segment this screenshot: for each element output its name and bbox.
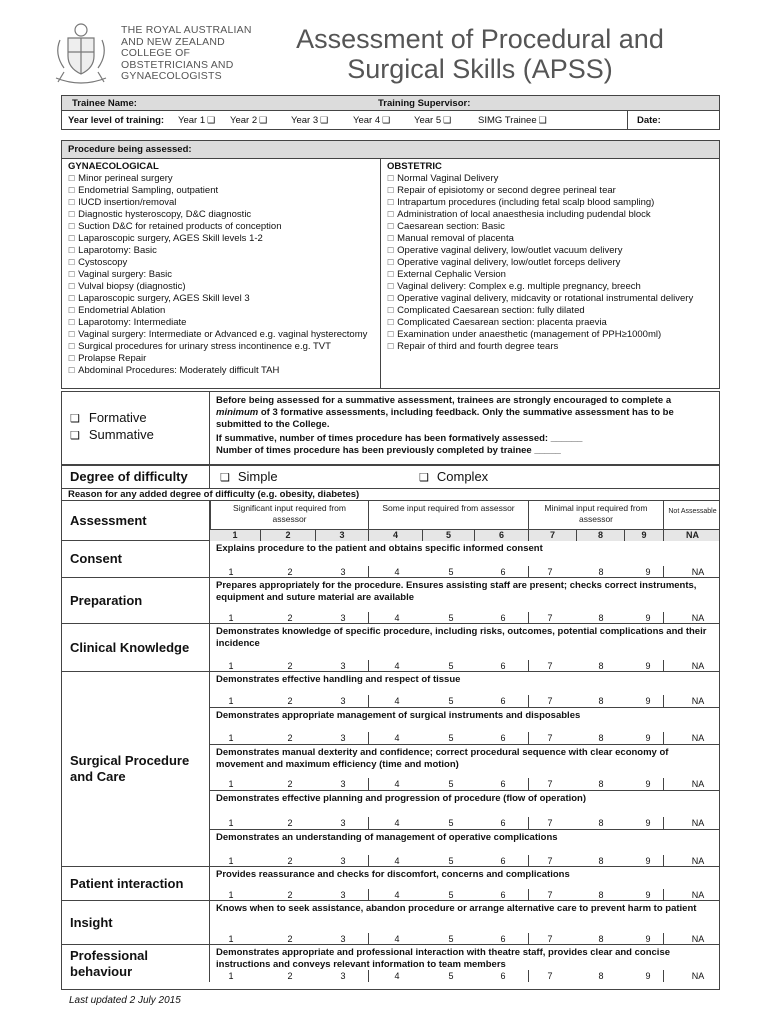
score-option-7[interactable]: 7 bbox=[547, 934, 553, 944]
score-option-1[interactable]: 1 bbox=[228, 890, 234, 900]
section-label: Consent bbox=[70, 551, 122, 566]
assessment-grid bbox=[61, 501, 720, 990]
checkbox-icon: ☐ bbox=[68, 210, 76, 219]
checkbox-icon: ☐ bbox=[68, 366, 76, 375]
score-option-4[interactable]: 4 bbox=[394, 934, 400, 944]
previously-completed-count[interactable]: Number of times procedure has been previously completed by trainee _____ bbox=[216, 445, 561, 456]
checkbox-icon: ☐ bbox=[68, 318, 76, 327]
score-option-6[interactable]: 6 bbox=[500, 733, 506, 743]
score-option-4[interactable]: 4 bbox=[394, 856, 400, 866]
criterion-text: Demonstrates knowledge of specific procedure, including risks, outcomes, potential complications and their incidence bbox=[216, 626, 707, 649]
header bbox=[0, 0, 770, 92]
checkbox-icon: ❑ bbox=[70, 413, 80, 425]
scale-header-9: 9 bbox=[624, 530, 663, 541]
score-row bbox=[210, 612, 719, 624]
checkbox-icon: ☐ bbox=[387, 294, 395, 303]
score-option-3[interactable]: 3 bbox=[340, 971, 346, 981]
score-option-2[interactable]: 2 bbox=[287, 613, 293, 623]
section-consent bbox=[62, 541, 719, 578]
score-option-4[interactable]: 4 bbox=[394, 818, 400, 828]
criterion-row bbox=[210, 901, 719, 945]
section-clinical-knowledge bbox=[62, 624, 719, 672]
summative-option[interactable]: ❑ Summative bbox=[70, 427, 154, 442]
score-option-1[interactable]: 1 bbox=[228, 971, 234, 981]
score-option-5[interactable]: 5 bbox=[448, 890, 454, 900]
score-option-na[interactable]: NA bbox=[691, 613, 705, 623]
score-option-7[interactable]: 7 bbox=[547, 779, 553, 789]
score-option-4[interactable]: 4 bbox=[394, 696, 400, 706]
score-option-7[interactable]: 7 bbox=[547, 971, 553, 981]
checkbox-icon: ☐ bbox=[387, 174, 395, 183]
score-option-3[interactable]: 3 bbox=[340, 856, 346, 866]
score-row bbox=[210, 732, 719, 744]
scale-header-6: 6 bbox=[474, 530, 528, 541]
score-option-9[interactable]: 9 bbox=[645, 733, 651, 743]
scale-header-8: 8 bbox=[576, 530, 624, 541]
score-option-2[interactable]: 2 bbox=[287, 567, 293, 577]
criterion-row bbox=[210, 708, 719, 745]
section-label: Patient interaction bbox=[70, 875, 184, 891]
score-option-5[interactable]: 5 bbox=[448, 567, 454, 577]
difficulty-reason[interactable]: Reason for any added degree of difficulty (e.g. obesity, diabetes) bbox=[61, 489, 720, 501]
score-option-7[interactable]: 7 bbox=[547, 613, 553, 623]
obstetric-list bbox=[381, 159, 719, 388]
checkbox-icon: ☐ bbox=[68, 354, 76, 363]
gyn-item[interactable]: ☐ Suction D&C for retained products of conception bbox=[68, 221, 282, 232]
gyn-item[interactable]: ☐ Surgical procedures for urinary stress incontinence e.g. TVT bbox=[68, 341, 331, 352]
section-label: Professional behaviour bbox=[70, 947, 149, 979]
score-option-3[interactable]: 3 bbox=[340, 934, 346, 944]
obs-item[interactable]: ☐ Operative vaginal delivery, low/outlet forceps delivery bbox=[387, 257, 621, 268]
checkbox-icon: ❑ bbox=[538, 115, 547, 125]
obs-item[interactable]: ☐ Operative vaginal delivery, midcavity or rotational instrumental delivery bbox=[387, 293, 694, 304]
gynaecological-list bbox=[62, 159, 381, 388]
score-option-5[interactable]: 5 bbox=[448, 733, 454, 743]
year-2-option[interactable]: Year 2 ❑ bbox=[230, 115, 268, 126]
section-label: Preparation bbox=[70, 592, 143, 608]
gyn-item[interactable]: ☐ Vaginal surgery: Intermediate or Advanced e.g. vaginal hysterectomy bbox=[68, 329, 368, 340]
score-option-8[interactable]: 8 bbox=[598, 696, 604, 706]
score-option-3[interactable]: 3 bbox=[340, 696, 346, 706]
simple-option[interactable]: ❑ Simple bbox=[220, 469, 278, 484]
scale-header-3: 3 bbox=[315, 530, 368, 541]
checkbox-icon: ☐ bbox=[68, 330, 76, 339]
score-option-4[interactable]: 4 bbox=[394, 661, 400, 671]
checkbox-icon: ☐ bbox=[387, 186, 395, 195]
score-row bbox=[210, 778, 719, 790]
score-row bbox=[210, 566, 719, 578]
criterion-row bbox=[210, 745, 719, 791]
obs-item[interactable]: ☐ Caesarean section: Basic bbox=[387, 221, 505, 232]
score-option-2[interactable]: 2 bbox=[287, 934, 293, 944]
obs-item[interactable]: ☐ Complicated Caesarean section: fully dilated bbox=[387, 305, 585, 316]
assessment-title: Assessment bbox=[70, 512, 147, 528]
score-option-4[interactable]: 4 bbox=[394, 613, 400, 623]
score-option-4[interactable]: 4 bbox=[394, 971, 400, 981]
score-option-9[interactable]: 9 bbox=[645, 613, 651, 623]
score-option-1[interactable]: 1 bbox=[228, 779, 234, 789]
score-option-9[interactable]: 9 bbox=[645, 779, 651, 789]
procedure-section bbox=[61, 140, 720, 389]
gyn-item[interactable]: ☐ Minor perineal surgery bbox=[68, 173, 173, 184]
score-option-1[interactable]: 1 bbox=[228, 934, 234, 944]
checkbox-icon: ☐ bbox=[387, 198, 395, 207]
college-name: THE ROYAL AUSTRALIAN AND NEW ZEALAND COLLEGE OF OBSTETRICIANS AND GYNAECOLOGISTS bbox=[121, 24, 252, 82]
score-option-6[interactable]: 6 bbox=[500, 613, 506, 623]
score-option-3[interactable]: 3 bbox=[340, 661, 346, 671]
difficulty-label: Degree of difficulty bbox=[62, 466, 210, 488]
year-1-option[interactable]: Year 1 ❑ bbox=[178, 115, 216, 126]
group-significant-input: Significant input required from assessor bbox=[210, 501, 368, 529]
section-surgical-procedure bbox=[62, 672, 719, 867]
score-option-9[interactable]: 9 bbox=[645, 971, 651, 981]
score-option-3[interactable]: 3 bbox=[340, 779, 346, 789]
checkbox-icon: ☐ bbox=[387, 306, 395, 315]
gyn-item[interactable]: ☐ Endometrial Ablation bbox=[68, 305, 166, 316]
score-option-5[interactable]: 5 bbox=[448, 818, 454, 828]
checkbox-icon: ❑ bbox=[443, 115, 452, 125]
score-option-7[interactable]: 7 bbox=[547, 856, 553, 866]
score-option-3[interactable]: 3 bbox=[340, 733, 346, 743]
score-option-6[interactable]: 6 bbox=[500, 779, 506, 789]
obs-item[interactable]: ☐ Intrapartum procedures (including fetal scalp blood sampling) bbox=[387, 197, 655, 208]
score-option-5[interactable]: 5 bbox=[448, 613, 454, 623]
scale-header-5: 5 bbox=[422, 530, 474, 541]
score-row bbox=[210, 660, 719, 672]
trainee-details bbox=[61, 95, 720, 130]
checkbox-icon: ☐ bbox=[387, 342, 395, 351]
gyn-item[interactable]: ☐ Laparoscopic surgery, AGES Skill levels 1-2 bbox=[68, 233, 263, 244]
score-option-2[interactable]: 2 bbox=[287, 856, 293, 866]
checkbox-icon: ☐ bbox=[387, 234, 395, 243]
score-row bbox=[210, 970, 719, 982]
year-3-option[interactable]: Year 3 ❑ bbox=[291, 115, 329, 126]
checkbox-icon: ☐ bbox=[387, 222, 395, 231]
score-option-na[interactable]: NA bbox=[691, 971, 705, 981]
score-option-1[interactable]: 1 bbox=[228, 856, 234, 866]
score-option-4[interactable]: 4 bbox=[394, 567, 400, 577]
score-option-7[interactable]: 7 bbox=[547, 567, 553, 577]
criterion-row bbox=[210, 945, 719, 982]
score-option-2[interactable]: 2 bbox=[287, 818, 293, 828]
criterion-text: Explains procedure to the patient and obtains specific informed consent bbox=[216, 543, 543, 554]
score-option-9[interactable]: 9 bbox=[645, 890, 651, 900]
checkbox-icon: ❑ bbox=[70, 430, 80, 442]
score-option-7[interactable]: 7 bbox=[547, 661, 553, 671]
score-option-2[interactable]: 2 bbox=[287, 661, 293, 671]
score-option-3[interactable]: 3 bbox=[340, 818, 346, 828]
criterion-text: Demonstrates appropriate and professional interaction with theatre staff, provides clear and concise instructions and conveys relevant information to team members bbox=[216, 947, 671, 970]
obs-item[interactable]: ☐ Manual removal of placenta bbox=[387, 233, 514, 244]
score-option-na[interactable]: NA bbox=[691, 818, 705, 828]
criterion-text: Demonstrates effective handling and respect of tissue bbox=[216, 674, 461, 685]
score-option-6[interactable]: 6 bbox=[500, 696, 506, 706]
score-option-9[interactable]: 9 bbox=[645, 934, 651, 944]
checkbox-icon: ☐ bbox=[68, 294, 76, 303]
checkbox-icon: ☐ bbox=[68, 198, 76, 207]
score-option-9[interactable]: 9 bbox=[645, 818, 651, 828]
obstetric-title: OBSTETRIC bbox=[387, 161, 442, 172]
score-option-8[interactable]: 8 bbox=[598, 661, 604, 671]
score-option-4[interactable]: 4 bbox=[394, 779, 400, 789]
score-option-2[interactable]: 2 bbox=[287, 890, 293, 900]
score-option-1[interactable]: 1 bbox=[228, 696, 234, 706]
score-option-1[interactable]: 1 bbox=[228, 661, 234, 671]
scale-header-1: 1 bbox=[232, 530, 238, 540]
criterion-row bbox=[210, 867, 719, 901]
gynaecological-title: GYNAECOLOGICAL bbox=[68, 161, 159, 172]
score-option-6[interactable]: 6 bbox=[500, 856, 506, 866]
obs-item[interactable]: ☐ Examination under anaesthetic (management of PPH≥1000ml) bbox=[387, 329, 662, 340]
score-option-na[interactable]: NA bbox=[691, 567, 705, 577]
score-option-9[interactable]: 9 bbox=[645, 696, 651, 706]
score-row bbox=[210, 889, 719, 901]
scale-header-na: NA bbox=[663, 530, 721, 541]
gyn-item[interactable]: ☐ Endometrial Sampling, outpatient bbox=[68, 185, 219, 196]
score-option-9[interactable]: 9 bbox=[645, 661, 651, 671]
checkbox-icon: ☐ bbox=[68, 234, 76, 243]
scale-header-2: 2 bbox=[260, 530, 315, 541]
assessment-type-section bbox=[61, 391, 720, 465]
criterion-row bbox=[210, 672, 719, 708]
score-option-3[interactable]: 3 bbox=[340, 890, 346, 900]
obs-item[interactable]: ☐ Vaginal delivery: Complex e.g. multiple pregnancy, breech bbox=[387, 281, 641, 292]
score-option-na[interactable]: NA bbox=[691, 696, 705, 706]
date-label: Date: bbox=[637, 115, 661, 126]
section-label: Clinical Knowledge bbox=[70, 639, 190, 655]
score-option-na[interactable]: NA bbox=[691, 661, 705, 671]
score-option-9[interactable]: 9 bbox=[645, 856, 651, 866]
score-option-na[interactable]: NA bbox=[691, 779, 705, 789]
criterion-row bbox=[210, 830, 719, 867]
checkbox-icon: ❑ bbox=[382, 115, 391, 125]
simg-trainee-option[interactable]: SIMG Trainee ❑ bbox=[478, 115, 547, 126]
score-option-8[interactable]: 8 bbox=[598, 613, 604, 623]
score-option-6[interactable]: 6 bbox=[500, 971, 506, 981]
gyn-item[interactable]: ☐ Vaginal surgery: Basic bbox=[68, 269, 172, 280]
criterion-text: Demonstrates effective planning and progression of procedure (flow of operation) bbox=[216, 793, 587, 804]
scale-header-4: 4 bbox=[368, 530, 422, 541]
difficulty-section bbox=[61, 465, 720, 489]
gyn-item[interactable]: ☐ Laparotomy: Intermediate bbox=[68, 317, 187, 328]
checkbox-icon: ☐ bbox=[68, 270, 76, 279]
checkbox-icon: ☐ bbox=[68, 282, 76, 291]
score-option-4[interactable]: 4 bbox=[394, 890, 400, 900]
training-supervisor-label: Training Supervisor: bbox=[378, 98, 471, 109]
obs-item[interactable]: ☐ Administration of local anaesthesia including pudendal block bbox=[387, 209, 651, 220]
score-option-na[interactable]: NA bbox=[691, 856, 705, 866]
criterion-text: Prepares appropriately for the procedure. Ensures assisting staff are present; checks correct instruments, equipment and suture material are available bbox=[216, 580, 697, 603]
score-option-7[interactable]: 7 bbox=[547, 696, 553, 706]
checkbox-icon: ☐ bbox=[387, 282, 395, 291]
checkbox-icon: ☐ bbox=[68, 306, 76, 315]
score-option-na[interactable]: NA bbox=[691, 890, 705, 900]
checkbox-icon: ☐ bbox=[68, 246, 76, 255]
score-option-3[interactable]: 3 bbox=[340, 613, 346, 623]
document-title: Assessment of Procedural and Surgical Skills (APSS) bbox=[296, 24, 664, 84]
checkbox-icon: ❑ bbox=[259, 115, 268, 125]
checkbox-icon: ☐ bbox=[387, 246, 395, 255]
section-professional-behaviour bbox=[62, 945, 719, 982]
gyn-item[interactable]: ☐ Laparotomy: Basic bbox=[68, 245, 157, 256]
criterion-text: Knows when to seek assistance, abandon procedure or arrange alternative care to prevent harm to patient bbox=[216, 903, 697, 914]
checkbox-icon: ☐ bbox=[387, 210, 395, 219]
criterion-row bbox=[210, 791, 719, 830]
checkbox-icon: ❑ bbox=[220, 472, 230, 484]
gyn-item[interactable]: ☐ Diagnostic hysteroscopy, D&C diagnostic bbox=[68, 209, 252, 220]
score-option-1[interactable]: 1 bbox=[228, 567, 234, 577]
checkbox-icon: ❑ bbox=[207, 115, 216, 125]
last-updated: Last updated 2 July 2015 bbox=[69, 995, 181, 1006]
formatively-assessed-count[interactable]: If summative, number of times procedure has been formatively assessed: ______ bbox=[216, 433, 583, 444]
score-option-8[interactable]: 8 bbox=[598, 890, 604, 900]
gyn-item[interactable]: ☐ Vulval biopsy (diagnostic) bbox=[68, 281, 186, 292]
complex-option[interactable]: ❑ Complex bbox=[419, 469, 489, 484]
score-row bbox=[210, 855, 719, 867]
criterion-row bbox=[210, 624, 719, 672]
scale-header-7: 7 bbox=[528, 530, 576, 541]
score-option-na[interactable]: NA bbox=[691, 733, 705, 743]
gyn-item[interactable]: ☐ Prolapse Repair bbox=[68, 353, 147, 364]
score-option-6[interactable]: 6 bbox=[500, 661, 506, 671]
score-option-8[interactable]: 8 bbox=[598, 567, 604, 577]
obs-item[interactable]: ☐ Complicated Caesarean section: placenta praevia bbox=[387, 317, 607, 328]
checkbox-icon: ☐ bbox=[68, 186, 76, 195]
score-option-4[interactable]: 4 bbox=[394, 733, 400, 743]
checkbox-icon: ❑ bbox=[320, 115, 329, 125]
section-label: Surgical Procedure and Care bbox=[70, 753, 190, 784]
criterion-text: Demonstrates appropriate management of surgical instruments and disposables bbox=[216, 710, 581, 721]
score-option-5[interactable]: 5 bbox=[448, 971, 454, 981]
score-option-6[interactable]: 6 bbox=[500, 890, 506, 900]
score-option-5[interactable]: 5 bbox=[448, 934, 454, 944]
checkbox-icon: ☐ bbox=[68, 258, 76, 267]
score-option-8[interactable]: 8 bbox=[598, 934, 604, 944]
score-option-2[interactable]: 2 bbox=[287, 971, 293, 981]
score-option-1[interactable]: 1 bbox=[228, 818, 234, 828]
assessment-instructions: Before being assessed for a summative assessment, trainees are strongly encouraged to complete a minimum of 3 formative assessments, including feedback. Only the summative assessment has to be submitted to the College. If summative, number of times procedure has been formatively assessed: ______ Number of times procedure has been previously completed by trainee _____ bbox=[210, 392, 719, 460]
obs-item[interactable]: ☐ Operative vaginal delivery, low/outlet vacuum delivery bbox=[387, 245, 623, 256]
score-option-7[interactable]: 7 bbox=[547, 818, 553, 828]
score-option-8[interactable]: 8 bbox=[598, 856, 604, 866]
score-option-3[interactable]: 3 bbox=[340, 567, 346, 577]
score-option-5[interactable]: 5 bbox=[448, 661, 454, 671]
obs-item[interactable]: ☐ Repair of third and fourth degree tears bbox=[387, 341, 559, 352]
score-option-6[interactable]: 6 bbox=[500, 934, 506, 944]
section-preparation bbox=[62, 578, 719, 624]
checkbox-icon: ☐ bbox=[387, 270, 395, 279]
college-crest-icon bbox=[50, 20, 112, 90]
section-label: Insight bbox=[70, 914, 113, 930]
score-option-2[interactable]: 2 bbox=[287, 696, 293, 706]
score-row bbox=[210, 817, 719, 829]
score-option-7[interactable]: 7 bbox=[547, 733, 553, 743]
score-row bbox=[210, 933, 719, 945]
group-not-assessable: Not Assessable bbox=[663, 501, 721, 529]
score-option-5[interactable]: 5 bbox=[448, 856, 454, 866]
criterion-text: Provides reassurance and checks for discomfort, concerns and complications bbox=[216, 869, 570, 880]
group-minimal-input: Minimal input required from assessor bbox=[528, 501, 663, 529]
year-5-option[interactable]: Year 5 ❑ bbox=[414, 115, 452, 126]
score-option-8[interactable]: 8 bbox=[598, 733, 604, 743]
score-option-na[interactable]: NA bbox=[691, 934, 705, 944]
checkbox-icon: ☐ bbox=[387, 258, 395, 267]
score-option-5[interactable]: 5 bbox=[448, 779, 454, 789]
score-option-9[interactable]: 9 bbox=[645, 567, 651, 577]
procedure-header: Procedure being assessed: bbox=[62, 141, 719, 159]
checkbox-icon: ☐ bbox=[387, 318, 395, 327]
criterion-row bbox=[210, 578, 719, 624]
score-option-1[interactable]: 1 bbox=[228, 733, 234, 743]
obs-item[interactable]: ☐ Repair of episiotomy or second degree perineal tear bbox=[387, 185, 616, 196]
year-4-option[interactable]: Year 4 ❑ bbox=[353, 115, 391, 126]
scale-header bbox=[210, 529, 719, 541]
obs-item[interactable]: ☐ Normal Vaginal Delivery bbox=[387, 173, 499, 184]
score-option-1[interactable]: 1 bbox=[228, 613, 234, 623]
score-option-5[interactable]: 5 bbox=[448, 696, 454, 706]
gyn-item[interactable]: ☐ Abdominal Procedures: Moderately difficult TAH bbox=[68, 365, 280, 376]
score-row bbox=[210, 695, 719, 707]
score-option-2[interactable]: 2 bbox=[287, 733, 293, 743]
checkbox-icon: ❑ bbox=[419, 472, 429, 484]
obs-item[interactable]: ☐ External Cephalic Version bbox=[387, 269, 506, 280]
gyn-item[interactable]: ☐ IUCD insertion/removal bbox=[68, 197, 177, 208]
trainee-name-label: Trainee Name: bbox=[72, 98, 137, 109]
checkbox-icon: ☐ bbox=[68, 222, 76, 231]
group-some-input: Some input required from assessor bbox=[368, 501, 528, 529]
checkbox-icon: ☐ bbox=[387, 330, 395, 339]
year-level-label: Year level of training: bbox=[68, 115, 165, 126]
score-option-8[interactable]: 8 bbox=[598, 818, 604, 828]
formative-option[interactable]: ❑ Formative bbox=[70, 410, 147, 425]
score-option-2[interactable]: 2 bbox=[287, 779, 293, 789]
score-option-6[interactable]: 6 bbox=[500, 567, 506, 577]
checkbox-icon: ☐ bbox=[68, 174, 76, 183]
score-option-8[interactable]: 8 bbox=[598, 971, 604, 981]
section-patient-interaction bbox=[62, 867, 719, 901]
score-option-8[interactable]: 8 bbox=[598, 779, 604, 789]
criterion-text: Demonstrates an understanding of management of operative complications bbox=[216, 832, 558, 843]
criterion-text: Demonstrates manual dexterity and confidence; correct procedural sequence with clear economy of movement and maximum efficiency (time and motion) bbox=[216, 747, 669, 770]
score-option-7[interactable]: 7 bbox=[547, 890, 553, 900]
gyn-item[interactable]: ☐ Laparoscopic surgery, AGES Skill level 3 bbox=[68, 293, 250, 304]
grid-header bbox=[62, 501, 719, 541]
section-insight bbox=[62, 901, 719, 945]
criterion-row bbox=[210, 541, 719, 578]
checkbox-icon: ☐ bbox=[68, 342, 76, 351]
score-option-6[interactable]: 6 bbox=[500, 818, 506, 828]
gyn-item[interactable]: ☐ Cystoscopy bbox=[68, 257, 128, 268]
